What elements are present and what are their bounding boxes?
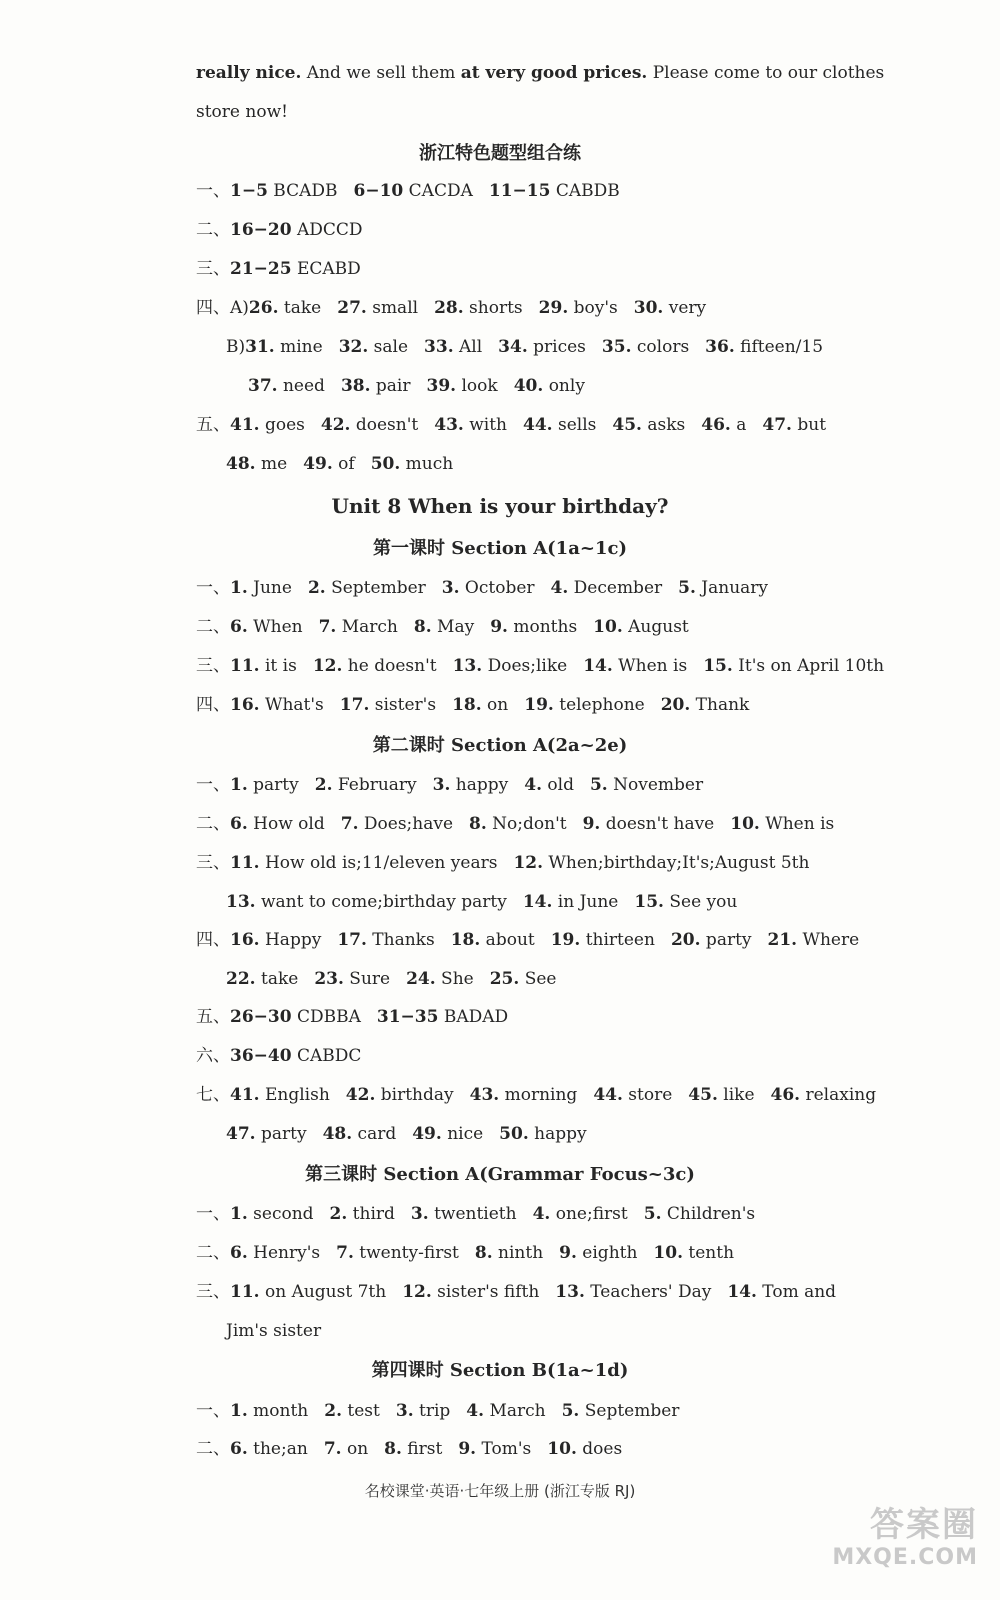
answer-text: 二、 [196, 617, 230, 637]
item-number: 9. [582, 814, 601, 834]
item-number: 15. [634, 892, 664, 912]
answer-line [226, 968, 556, 990]
answer-text: All [453, 337, 483, 357]
item-number: 12. [513, 853, 544, 873]
answer-text: When is [759, 814, 835, 834]
item-number: 36−40 [230, 1046, 292, 1066]
item-number: 2. [307, 578, 326, 598]
answer-line [196, 258, 361, 280]
answer-text: he doesn't [342, 656, 437, 676]
answer-text: B) [226, 337, 246, 357]
item-number: 18. [450, 930, 481, 950]
answer-text: 二、 [196, 814, 230, 834]
item-number: 21. [767, 930, 798, 950]
answer-text: September [325, 578, 426, 598]
answer-text: 四、 [196, 930, 230, 950]
answer-text: CDBBA [291, 1007, 361, 1027]
answer-line [196, 1400, 679, 1422]
answer-text: December [568, 578, 663, 598]
item-number: 1−5 [230, 181, 268, 201]
item-number: 15. [703, 656, 733, 676]
answer-text: shorts [463, 298, 523, 318]
answer-text: much [400, 454, 454, 474]
answer-text: BADAD [438, 1007, 509, 1027]
intro-line: store now! [196, 102, 288, 122]
answer-text: No;don't [486, 814, 567, 834]
item-number: 4. [550, 578, 569, 598]
answer-text: twenty-first [353, 1243, 459, 1263]
answer-text: take [255, 969, 299, 989]
answer-text: birthday [375, 1085, 454, 1105]
item-number: 7. [323, 1439, 342, 1459]
item-number: 43. [434, 415, 464, 435]
item-number: 11. [230, 656, 260, 676]
answer-text: She [435, 969, 474, 989]
answer-text: twentieth [428, 1204, 517, 1224]
item-number: 18. [452, 695, 482, 715]
answer-line [196, 1203, 755, 1225]
answer-text: very [663, 298, 707, 318]
lesson-heading: 第一课时 Section A(1a~1c) [373, 538, 627, 559]
answer-line [196, 852, 809, 874]
answer-text: What's [259, 695, 324, 715]
item-number: 11. [230, 1282, 260, 1302]
section-heading-zhejiang: 浙江特色题型组合练 [419, 143, 581, 164]
item-number: 47. [762, 415, 792, 435]
watermark [818, 1506, 978, 1590]
answer-line [226, 1123, 587, 1145]
item-number: 20. [670, 930, 701, 950]
page-footer: 名校课堂·英语·七年级上册 (浙江专版 RJ) [364, 1482, 636, 1500]
item-number: 10. [730, 814, 760, 834]
item-number: 2. [324, 1401, 342, 1421]
answer-text: mine [274, 337, 323, 357]
item-number: 36. [705, 337, 735, 357]
answer-text: sister's [369, 695, 437, 715]
lesson-heading: 第三课时 Section A(Grammar Focus~3c) [305, 1164, 695, 1185]
item-number: 29. [538, 298, 569, 318]
answer-text: nice [441, 1124, 484, 1144]
answer-text: 三、 [196, 656, 230, 676]
answer-text: Sure [343, 969, 391, 989]
answer-text: 二、 [196, 1439, 230, 1459]
answer-text: September [579, 1401, 680, 1421]
item-number: 17. [337, 930, 367, 950]
answer-text: November [607, 775, 704, 795]
answer-text: Tom's [476, 1439, 532, 1459]
answer-text: ninth [492, 1243, 544, 1263]
answer-text: 一、 [196, 775, 230, 795]
item-number: 5. [643, 1204, 662, 1224]
item-number: 30. [633, 298, 664, 318]
item-number: 19. [550, 930, 581, 950]
item-number: 25. [489, 969, 520, 989]
answer-line [196, 774, 703, 796]
answer-line [226, 336, 823, 358]
item-number: 2. [329, 1204, 348, 1224]
lesson-heading: 第四课时 Section B(1a~1d) [371, 1360, 629, 1381]
item-number: 9. [559, 1243, 577, 1263]
answer-text: like [717, 1085, 755, 1105]
answer-text: third [347, 1204, 395, 1224]
item-number: 4. [524, 775, 542, 795]
unit-title: Unit 8 When is your birthday? [331, 494, 669, 518]
item-number: 45. [612, 415, 642, 435]
answer-text: party [247, 775, 299, 795]
item-number: 14. [727, 1282, 757, 1302]
answer-line [196, 1006, 508, 1028]
item-number: 8. [469, 814, 487, 834]
item-number: 2. [314, 775, 333, 795]
answer-text: When;birthday;It's;August 5th [543, 853, 810, 873]
answer-text: 五、 [196, 415, 230, 435]
answer-text: does [576, 1439, 623, 1459]
answer-text: Tom and [756, 1282, 837, 1302]
answer-text: happy [450, 775, 509, 795]
item-number: 31−35 [376, 1007, 439, 1027]
item-number: 14. [583, 656, 613, 676]
answer-text: relaxing [800, 1085, 877, 1105]
item-number: 6−10 [353, 181, 404, 201]
answer-line [248, 375, 585, 397]
answer-text: Children's [661, 1204, 756, 1224]
answer-text: one;first [550, 1204, 628, 1224]
answer-text: need [277, 376, 325, 396]
answer-text: 五、 [196, 1007, 230, 1027]
answer-text: look [456, 376, 498, 396]
answer-text: sister's fifth [431, 1282, 540, 1302]
answer-text: fifteen/15 [734, 337, 824, 357]
item-number: 1. [230, 578, 248, 598]
item-number: 37. [248, 376, 278, 396]
answer-line [196, 577, 768, 599]
item-number: 4. [532, 1204, 551, 1224]
answer-text: 一、 [196, 578, 230, 598]
answer-text: first [401, 1439, 443, 1459]
watermark-logo: 答案圈 [870, 1505, 978, 1545]
answer-text: Happy [259, 930, 322, 950]
answer-text: tenth [683, 1243, 735, 1263]
answer-line [196, 1084, 876, 1106]
item-number: 6. [230, 617, 248, 637]
item-number: 10. [593, 617, 623, 637]
answer-line [196, 1281, 836, 1303]
item-number: 33. [424, 337, 454, 357]
answer-text: asks [641, 415, 686, 435]
item-number: 8. [474, 1243, 493, 1263]
item-number: 5. [589, 775, 608, 795]
answer-text: in June [552, 892, 619, 912]
answer-text: me [255, 454, 288, 474]
answer-text: How old [247, 814, 325, 834]
answer-text: prices [527, 337, 586, 357]
item-number: 50. [499, 1124, 529, 1144]
answer-text: 三、 [196, 259, 230, 279]
item-number: 21−25 [230, 259, 292, 279]
answer-text: old [542, 775, 574, 795]
item-number: 42. [320, 415, 351, 435]
item-number: 11−15 [488, 181, 551, 201]
answer-text: When [247, 617, 303, 637]
item-number: 50. [370, 454, 401, 474]
answer-text: test [342, 1401, 380, 1421]
answer-text: 一、 [196, 181, 230, 201]
answer-text: January [695, 578, 769, 598]
answer-text: Does;have [358, 814, 454, 834]
item-number: 49. [412, 1124, 442, 1144]
item-number: 9. [458, 1439, 477, 1459]
answer-line [196, 180, 620, 202]
item-number: 46. [701, 415, 731, 435]
answer-text: trip [413, 1401, 451, 1421]
item-number: 7. [336, 1243, 354, 1263]
answer-text: only [543, 376, 585, 396]
answer-text: a [730, 415, 747, 435]
item-number: 5. [678, 578, 696, 598]
item-number: 20. [660, 695, 691, 715]
item-number: 5. [561, 1401, 580, 1421]
item-number: 10. [653, 1243, 683, 1263]
item-number: at very good prices. [460, 63, 648, 83]
answer-line [196, 694, 749, 716]
answer-line [226, 891, 737, 913]
item-number: 17. [339, 695, 370, 715]
answer-text: month [247, 1401, 309, 1421]
answer-text: See [519, 969, 557, 989]
answer-text: doesn't [350, 415, 419, 435]
answer-text: 四、A) [196, 298, 249, 318]
item-number: 41. [230, 415, 260, 435]
answer-line [196, 655, 884, 677]
item-number: 12. [312, 656, 343, 676]
answer-text: happy [528, 1124, 587, 1144]
intro-line [196, 62, 884, 84]
answer-text: It's on April 10th [732, 656, 885, 676]
answer-text: small [366, 298, 419, 318]
item-number: 1. [230, 775, 248, 795]
answer-text: Does;like [482, 656, 568, 676]
answer-line [196, 219, 363, 241]
answer-text: but [791, 415, 827, 435]
answer-text: ECABD [291, 259, 361, 279]
answer-text: party [700, 930, 752, 950]
item-number: 48. [322, 1124, 353, 1144]
item-number: 43. [469, 1085, 500, 1105]
item-number: 16. [230, 695, 260, 715]
item-number: 22. [226, 969, 256, 989]
answer-text: And we sell them [301, 63, 461, 83]
answer-line [226, 453, 453, 475]
item-number: 44. [523, 415, 553, 435]
item-number: 47. [226, 1124, 256, 1144]
item-number: 1. [230, 1204, 248, 1224]
item-number: 14. [522, 892, 553, 912]
answer-text: Jim's sister [226, 1321, 322, 1341]
answer-text: 六、 [196, 1046, 230, 1066]
answer-line [196, 297, 706, 319]
item-number: 28. [434, 298, 464, 318]
answer-text: Thanks [366, 930, 435, 950]
answer-text: Henry's [247, 1243, 321, 1263]
answer-text: 二、 [196, 220, 230, 240]
item-number: 27. [337, 298, 367, 318]
answer-text: thirteen [580, 930, 655, 950]
answer-line [196, 414, 826, 436]
item-number: 34. [498, 337, 528, 357]
item-number: 7. [340, 814, 359, 834]
answer-text: the;an [247, 1439, 308, 1459]
answer-text: colors [631, 337, 690, 357]
item-number: 8. [413, 617, 432, 637]
item-number: 26−30 [230, 1007, 292, 1027]
answer-text: want to come;birthday party [255, 892, 507, 912]
answer-text: morning [499, 1085, 578, 1105]
answer-text: BCADB [267, 181, 338, 201]
item-number: 42. [345, 1085, 376, 1105]
answer-text: CABDC [291, 1046, 362, 1066]
item-number: 40. [513, 376, 544, 396]
item-number: 46. [770, 1085, 801, 1105]
answer-text: on [481, 695, 509, 715]
item-number: 39. [426, 376, 457, 396]
answer-text: doesn't have [600, 814, 715, 834]
item-number: 13. [226, 892, 256, 912]
answer-text: Where [797, 930, 860, 950]
answer-text: boy's [568, 298, 618, 318]
answer-line [196, 929, 859, 951]
lesson-heading: 第二课时 Section A(2a~2e) [372, 735, 628, 756]
answer-text: sale [368, 337, 409, 357]
item-number: 7. [318, 617, 337, 637]
answer-text: How old is;11/eleven years [259, 853, 498, 873]
answer-text: card [352, 1124, 397, 1144]
answer-text: about [480, 930, 535, 950]
item-number: 26. [248, 298, 279, 318]
item-number: 3. [395, 1401, 414, 1421]
answer-text: 四、 [196, 695, 230, 715]
item-number: 48. [226, 454, 256, 474]
item-number: 8. [384, 1439, 402, 1459]
answer-text: sells [552, 415, 597, 435]
answer-text: March [336, 617, 398, 637]
item-number: 6. [230, 1439, 248, 1459]
answer-text: June [247, 578, 292, 598]
answer-text: pair [370, 376, 411, 396]
answer-text: See you [663, 892, 738, 912]
answer-text: Please come to our clothes [647, 63, 885, 83]
item-number: 10. [547, 1439, 577, 1459]
answer-text: telephone [553, 695, 645, 715]
answer-text: 三、 [196, 853, 230, 873]
item-number: 6. [230, 1243, 248, 1263]
answer-text: Teachers' Day [584, 1282, 712, 1302]
answer-text: of [332, 454, 355, 474]
item-number: 35. [601, 337, 632, 357]
item-number: 11. [230, 853, 260, 873]
answer-text: February [332, 775, 417, 795]
answer-line [196, 1045, 361, 1067]
item-number: 38. [340, 376, 371, 396]
item-number: 31. [245, 337, 275, 357]
answer-line [196, 616, 689, 638]
item-number: 6. [230, 814, 248, 834]
item-number: 3. [441, 578, 460, 598]
answer-text: August [622, 617, 689, 637]
answer-text: 二、 [196, 1243, 230, 1263]
item-number: 49. [303, 454, 333, 474]
answer-text: May [431, 617, 475, 637]
answer-text: March [484, 1401, 546, 1421]
answer-text: 一、 [196, 1401, 230, 1421]
answer-text: English [259, 1085, 330, 1105]
answer-text: take [278, 298, 322, 318]
item-number: 41. [230, 1085, 260, 1105]
item-number: 4. [466, 1401, 485, 1421]
item-number: 45. [688, 1085, 718, 1105]
answer-text: with [463, 415, 507, 435]
watermark-url: MXQE.COM [832, 1545, 978, 1570]
answer-text: store [622, 1085, 673, 1105]
answer-text: October [459, 578, 535, 598]
item-number: 9. [490, 617, 508, 637]
item-number: 19. [524, 695, 554, 715]
answer-line [196, 1438, 622, 1460]
answer-line [196, 813, 834, 835]
item-number: 12. [402, 1282, 432, 1302]
answer-text: Thank [690, 695, 750, 715]
answer-text: on [341, 1439, 369, 1459]
answer-text: CABDB [550, 181, 620, 201]
item-number: really nice. [196, 63, 302, 83]
item-number: 32. [338, 337, 369, 357]
item-number: 24. [406, 969, 436, 989]
answer-text: party [255, 1124, 307, 1144]
item-number: 3. [410, 1204, 429, 1224]
item-number: 1. [230, 1401, 248, 1421]
item-number: 16−20 [230, 220, 292, 240]
answer-text: ADCCD [291, 220, 363, 240]
answer-text: 三、 [196, 1282, 230, 1302]
answer-text: When is [612, 656, 688, 676]
item-number: 3. [432, 775, 451, 795]
answer-text: goes [259, 415, 305, 435]
answer-text: 一、 [196, 1204, 230, 1224]
answer-text: second [247, 1204, 314, 1224]
item-number: 16. [230, 930, 260, 950]
answer-line [196, 1242, 734, 1264]
answer-text: 七、 [196, 1085, 230, 1105]
answer-text: on August 7th [259, 1282, 387, 1302]
item-number: 13. [555, 1282, 585, 1302]
answer-text: it is [259, 656, 297, 676]
answer-text: eighth [576, 1243, 638, 1263]
item-number: 13. [452, 656, 483, 676]
item-number: 23. [314, 969, 344, 989]
answer-text: CACDA [403, 181, 473, 201]
answer-line [226, 1320, 321, 1342]
item-number: 44. [593, 1085, 623, 1105]
answer-text: months [507, 617, 578, 637]
